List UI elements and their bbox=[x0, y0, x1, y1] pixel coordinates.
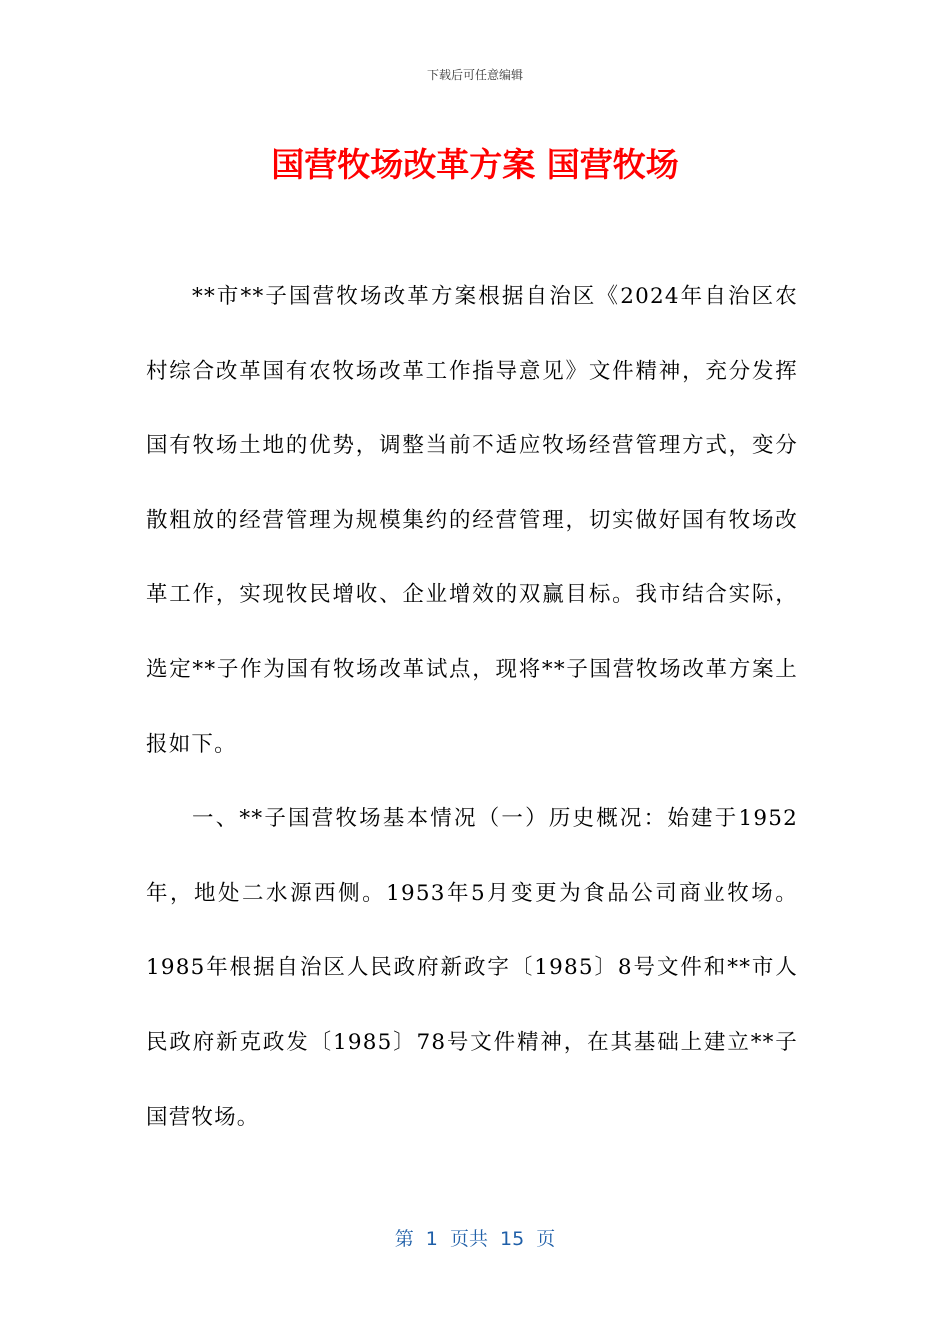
header-note: 下载后可任意编辑 bbox=[426, 68, 523, 82]
document-body bbox=[146, 260, 798, 1155]
paragraph-intro: **市**子国营牧场改革方案根据自治区《2024年自治区农村综合改革国有农牧场改革工作指导意见》文件精神，充分发挥国有牧场土地的优势，调整当前不适应牧场经营管理方式，变分散粗放的经营管理为规模集约的经营管理，切实做好国有牧场改革工作，实现牧民增收、企业增效的双赢目标。我市结合实际，选定**子作为国有牧场改革试点，现将**子国营牧场改革方案上报如下。 bbox=[146, 284, 798, 757]
paragraph-basic-situation: 一、**子国营牧场基本情况（一）历史概况：始建于1952年，地处二水源西侧。1953年5月变更为食品公司商业牧场。1985年根据自治区人民政府新政字〔1985〕8号文件和**市人民政府新克政发〔1985〕78号文件精神，在其基础上建立**子国营牧场。 bbox=[146, 806, 798, 1130]
page-number-footer: 第 1 页共 15 页 bbox=[394, 1228, 556, 1250]
document-title: 国营牧场改革方案 国营牧场 bbox=[271, 145, 679, 184]
